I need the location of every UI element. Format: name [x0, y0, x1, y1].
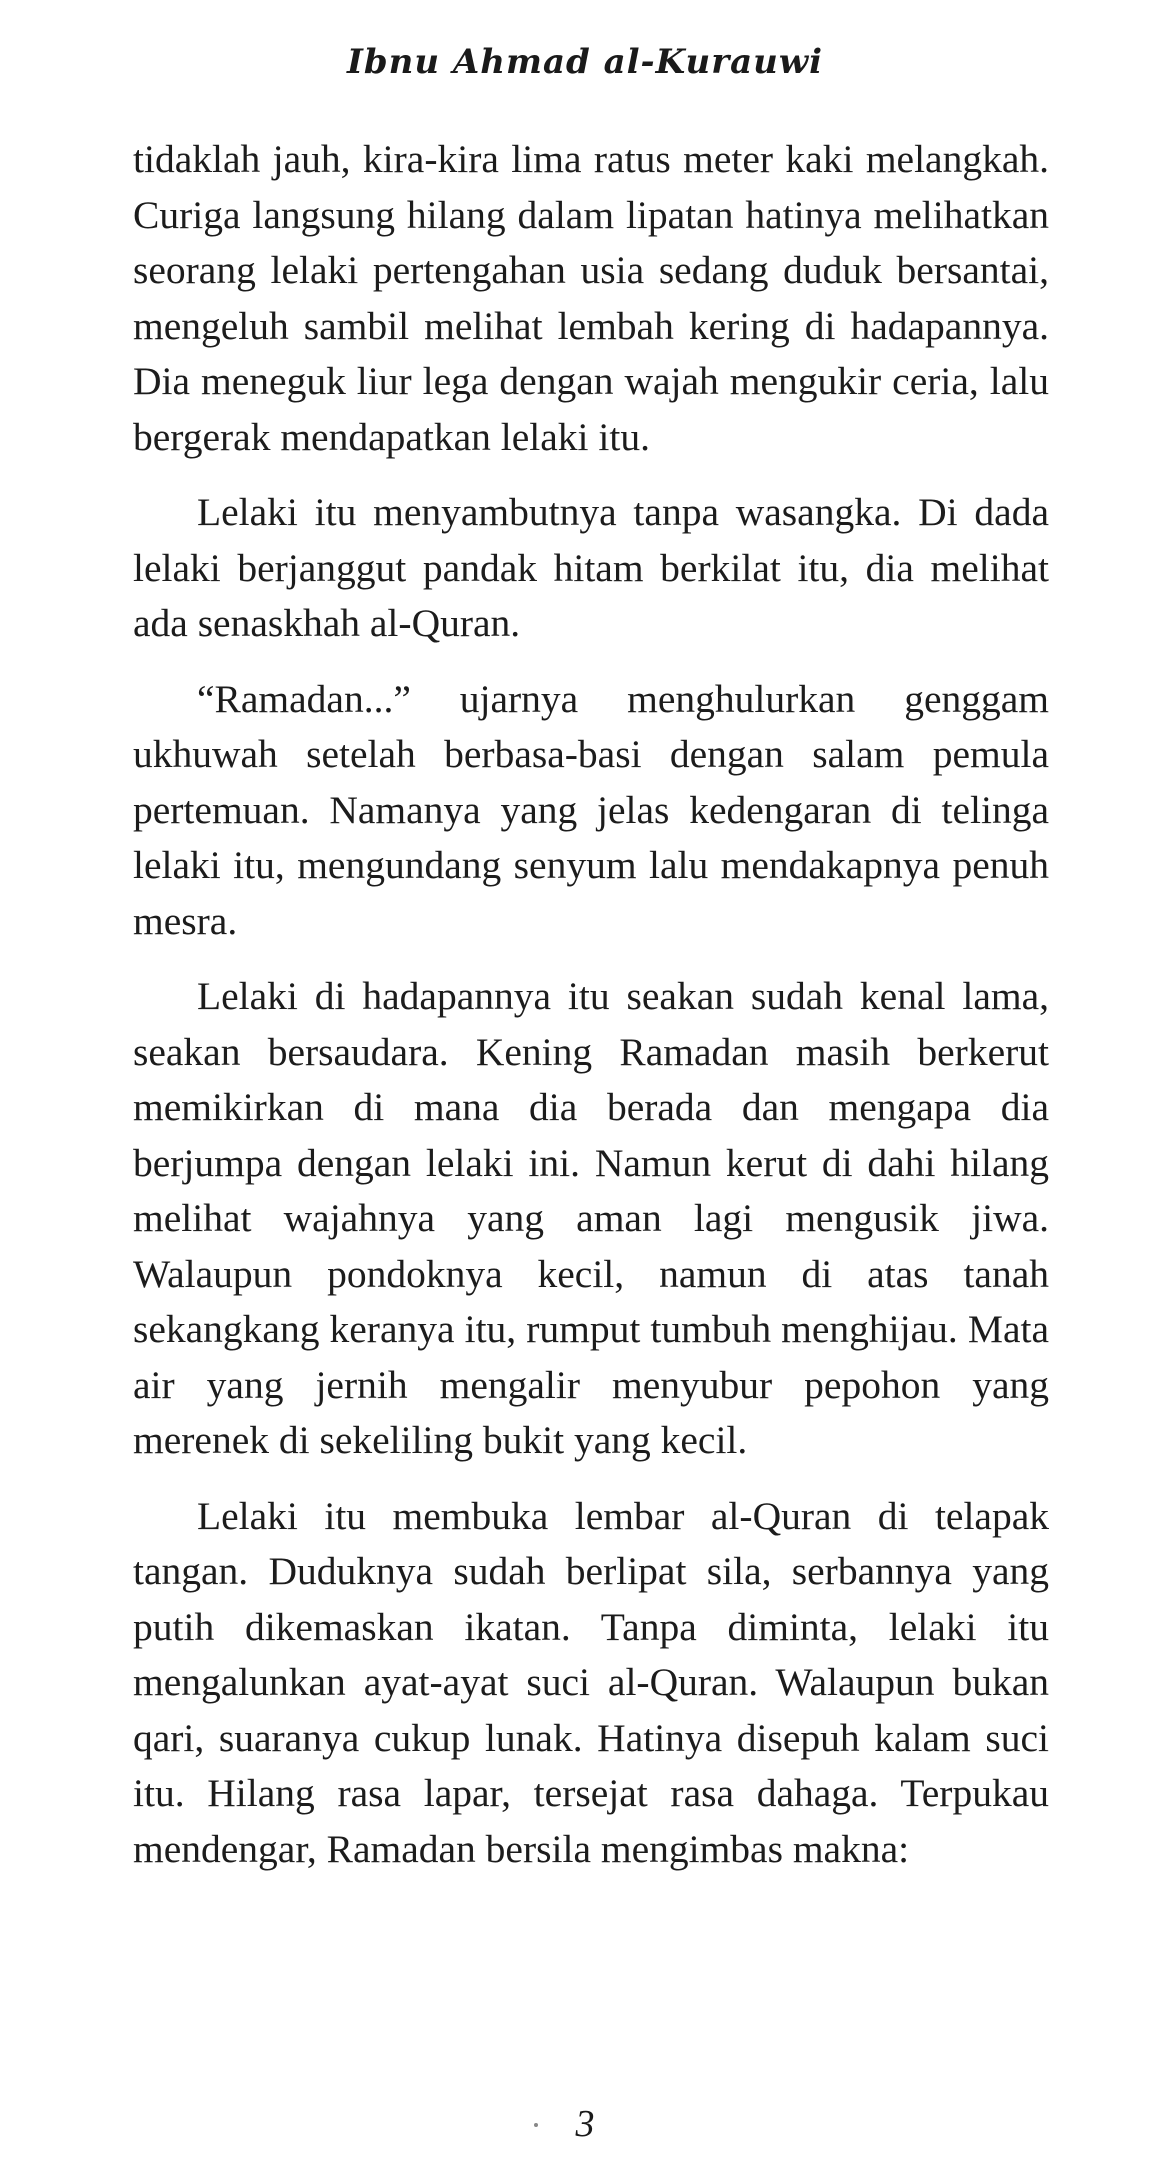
paragraph-3: “Ramadan...” ujarnya menghulurkan genggam ukhuwah setelah berbasa-basi dengan salam pemula pertemuan. Namanya yang jelas kedengaran di telinga lelaki itu, mengundang senyum lalu mendakapnya penuh mesra.: [133, 676, 1049, 943]
body-text: [133, 132, 1049, 1897]
page-number: 3: [575, 2103, 595, 2145]
paragraph-5: Lelaki itu membuka lembar al-Quran di telapak tangan. Duduknya sudah berlipat sila, serbannya yang putih dikemaskan ikatan. Tanpa diminta, lelaki itu mengalunkan ayat-ayat suci al-Quran. Walaupun bukan qari, suaranya cukup lunak. Hatinya disepuh kalam suci itu. Hilang rasa lapar, tersejat rasa dahaga. Terpukau mendengar, Ramadan bersila mengimbas makna:: [133, 1493, 1049, 1871]
paragraph-4: Lelaki di hadapannya itu seakan sudah kenal lama, seakan bersaudara. Kening Ramadan masih berkerut memikirkan di mana dia berada dan mengapa dia berjumpa dengan lelaki ini. Namun kerut di dahi hilang melihat wajahnya yang aman lagi mengusik jiwa. Walaupun pondoknya kecil, namun di atas tanah sekangkang keranya itu, rumput tumbuh menghijau. Mata air yang jernih mengalir menyubur pepohon yang merenek di sekeliling bukit yang kecil.: [133, 974, 1049, 1462]
paragraph-2: Lelaki itu menyambutnya tanpa wasangka. Di dada lelaki berjanggut pandak hitam berkilat itu, dia melihat ada senaskhah al-Quran.: [133, 490, 1049, 645]
paragraph-1: tidaklah jauh, kira-kira lima ratus meter kaki melangkah. Curiga langsung hilang dalam lipatan hatinya melihatkan seorang lelaki pertengahan usia sedang duduk bersantai, mengeluh sambil melihat lembah kering di hadapannya. Dia meneguk liur lega dengan wajah mengukir ceria, lalu bergerak mendapatkan lelaki itu.: [133, 137, 1049, 459]
running-header: Ibnu Ahmad al-Kurauwi: [346, 42, 824, 82]
